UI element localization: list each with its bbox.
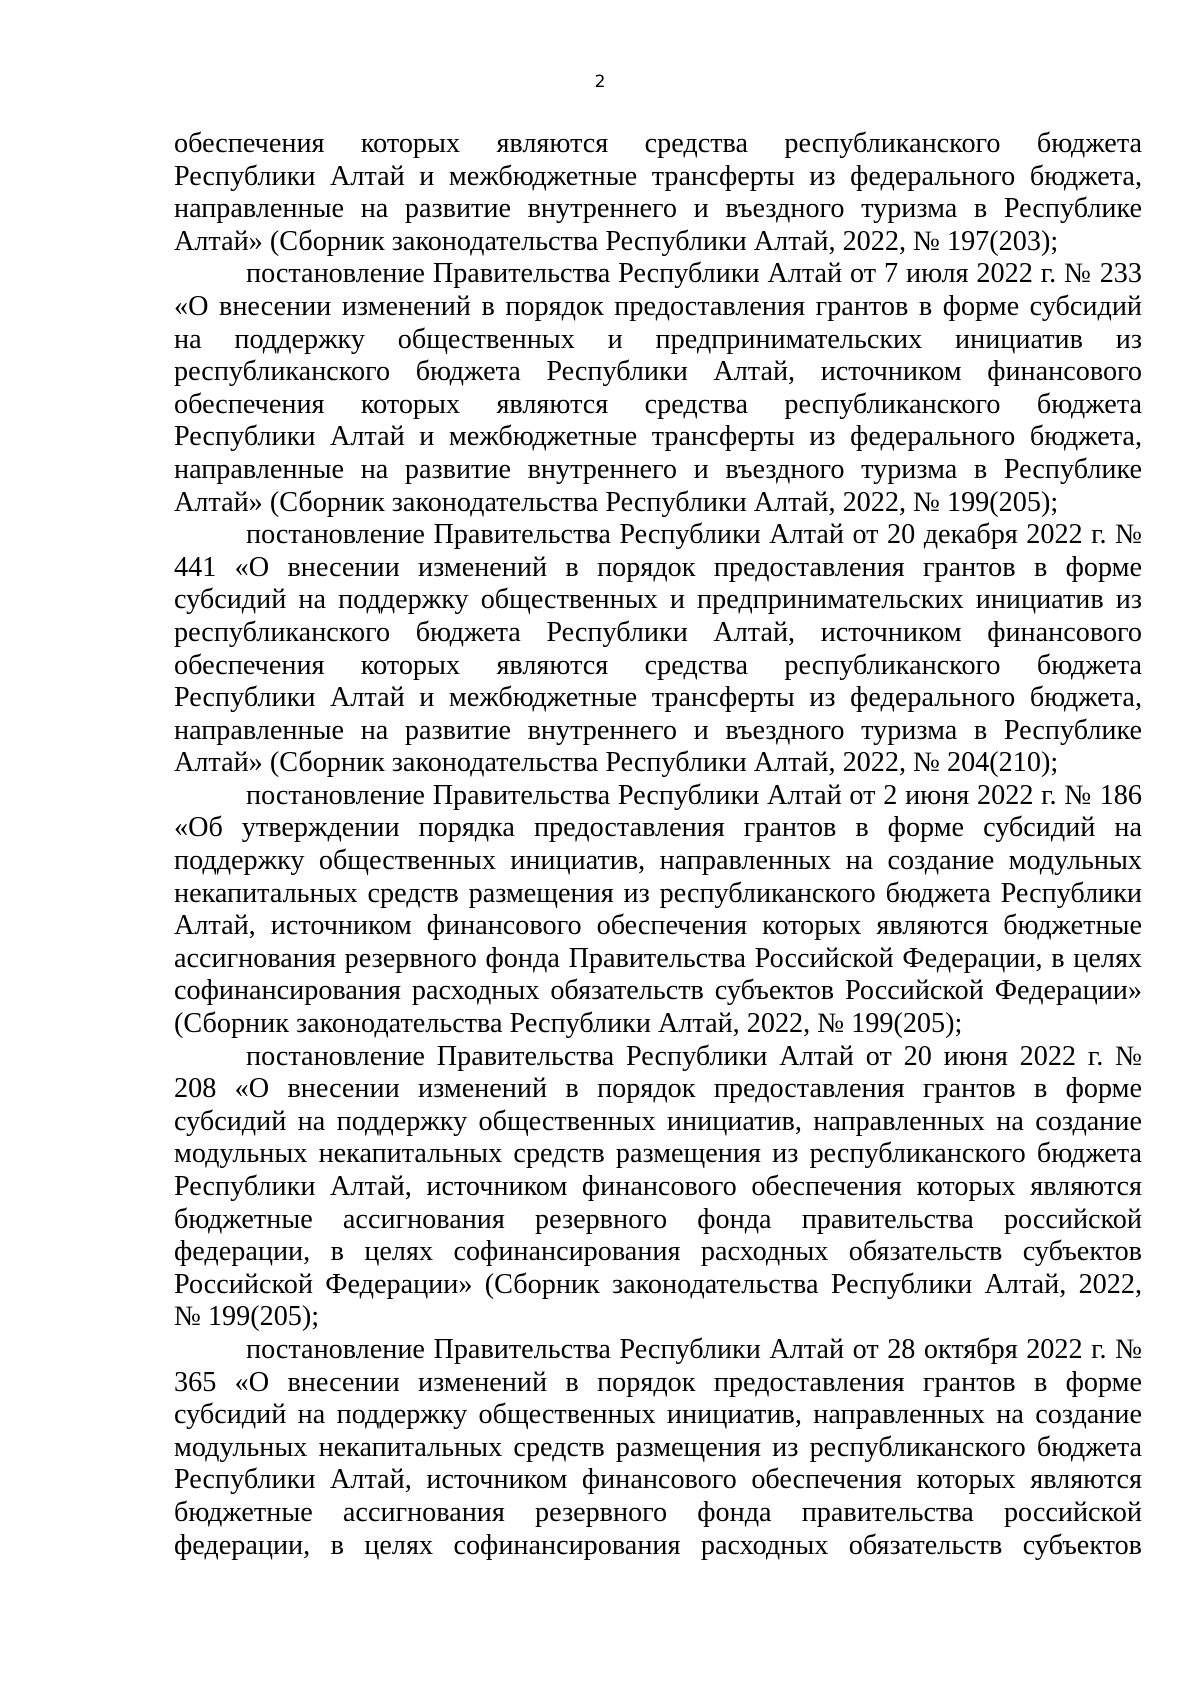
paragraph-resolution-441: постановление Правительства Республики Алтай от 20 декабря 2022 г. № 441 «О внесении изменений в порядок предоставления грантов в форме субсидий на поддержку общественных и предпринимательских инициатив из республиканского бюджета Республики Алтай, источником финансового обеспечения которых являются средства республиканского бюджета Республики Алтай и межбюджетные трансферты из федерального бюджета, направленные на развитие внутреннего и въездного туризма в Республике Алтай» (Сборник законодательства Республики Алтай, 2022, № 204(210); [174,519,1142,779]
paragraph-resolution-208: постановление Правительства Республики Алтай от 20 июня 2022 г. № 208 «О внесении изменений в порядок предоставления грантов в форме субсидий на поддержку общественных инициатив, направленных на создание модульных некапитальных средств размещения из республиканского бюджета Республики Алтай, источником финансового обеспечения которых являются бюджетные ассигнования резервного фонда правительства российской федерации, в целях софинансирования расходных обязательств субъектов Российской Федерации» (Сборник законодательства Республики Алтай, 2022, № 199(205); [174,1040,1142,1333]
paragraph-resolution-365: постановление Правительства Республики Алтай от 28 октября 2022 г. № 365 «О внесении изменений в порядок предоставления грантов в форме субсидий на поддержку общественных инициатив, направленных на создание модульных некапитальных средств размещения из республиканского бюджета Республики Алтай, источником финансового обеспечения которых являются бюджетные ассигнования резервного фонда правительства российской федерации, в целях софинансирования расходных обязательств субъектов [174,1333,1142,1561]
paragraph-continuation: обеспечения которых являются средства республиканского бюджета Республики Алтай и межбюджетные трансферты из федерального бюджета, направленные на развитие внутреннего и въездного туризма в Республике Алтай» (Сборник законодательства Республики Алтай, 2022, № 197(203); [174,128,1142,257]
paragraph-resolution-233: постановление Правительства Республики Алтай от 7 июля 2022 г. № 233 «О внесении изменений в порядок предоставления грантов в форме субсидий на поддержку общественных и предпринимательских инициатив из республиканского бюджета Республики Алтай, источником финансового обеспечения которых являются средства республиканского бюджета Республики Алтай и межбюджетные трансферты из федерального бюджета, направленные на развитие внутреннего и въездного туризма в Республике Алтай» (Сборник законодательства Республики Алтай, 2022, № 199(205); [174,258,1142,518]
paragraph-resolution-186: постановление Правительства Республики Алтай от 2 июня 2022 г. № 186 «Об утверждении порядка предоставления грантов в форме субсидий на поддержку общественных инициатив, направленных на создание модульных некапитальных средств размещения из республиканского бюджета Республики Алтай, источником финансового обеспечения которых являются бюджетные ассигнования резервного фонда Правительства Российской Федерации, в целях софинансирования расходных обязательств субъектов Российской Федерации» (Сборник законодательства Республики Алтай, 2022, № 199(205); [174,779,1142,1040]
page-number: 2 [594,72,606,92]
document-body [174,128,1142,1562]
